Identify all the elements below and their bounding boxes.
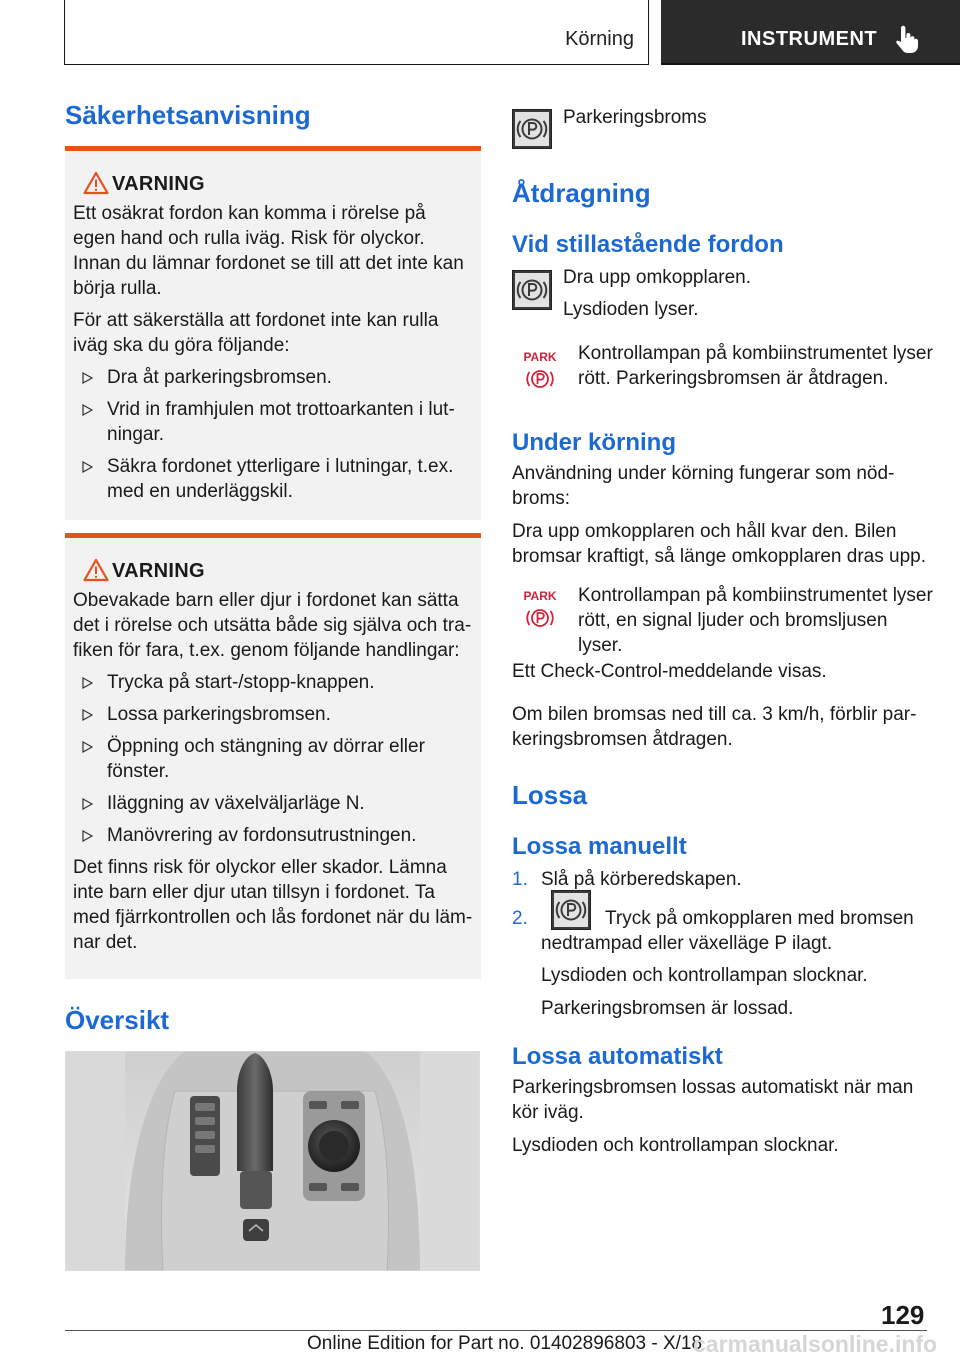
list-item xyxy=(73,670,473,695)
list-item xyxy=(512,906,932,956)
warning-triangle-icon xyxy=(83,558,109,582)
list-item-text: Vrid in framhjulen mot trottoarkanten i lutningar. xyxy=(107,399,455,445)
list-item xyxy=(73,397,473,447)
driving-title: Under körning xyxy=(512,429,677,456)
list-item-text: Säkra fordonet ytterligare i lutningar, t.ex. med en underläggskil. xyxy=(107,456,454,502)
list-item-text: Lossa parkeringsbromsen. xyxy=(107,704,331,725)
list-item xyxy=(73,791,473,816)
parking-brake-switch-icon xyxy=(551,890,591,930)
body-text: Lysdioden och kontrollampan slocknar. xyxy=(541,965,868,986)
manual-release-title: Lossa manuellt xyxy=(512,833,687,860)
body-text: Ett Check-Control-meddelande visas. xyxy=(512,661,827,682)
apply-title: Åtdragning xyxy=(512,178,651,208)
warning-text: Ett osäkrat fordon kan komma i rörelse på egen hand och rulla iväg. Risk för olyckor. Innan du lämnar fordonet se till att det inte kan börja rulla. xyxy=(73,203,464,299)
instruction-text: Dra upp omkopplaren. xyxy=(563,267,751,288)
step-text: Tryck på omkopplaren med bromsen nedtrampad eller växelläge P ilagt. xyxy=(541,908,914,954)
auto-release-title: Lossa automatiskt xyxy=(512,1043,723,1070)
warning-label: VARNING xyxy=(112,560,205,582)
header-chapter-label: INSTRUMENT xyxy=(741,28,878,50)
bullet-triangle-icon xyxy=(82,798,93,810)
body-text: Parkeringsbromsen är lossad. xyxy=(541,998,794,1019)
header-section-label: Körning xyxy=(565,28,634,50)
svg-text:PARK: PARK xyxy=(523,589,557,603)
list-item xyxy=(73,734,473,784)
bullet-triangle-icon xyxy=(82,677,93,689)
parking-brake-switch-icon xyxy=(512,270,552,310)
warning-triangle-icon xyxy=(83,171,109,195)
bullet-triangle-icon xyxy=(82,709,93,721)
list-item-text: Dra åt parkeringsbromsen. xyxy=(107,367,332,388)
bullet-triangle-icon xyxy=(82,461,93,473)
bullet-triangle-icon xyxy=(82,830,93,842)
list-item xyxy=(512,867,932,892)
bullet-triangle-icon xyxy=(82,741,93,753)
bullet-triangle-icon xyxy=(82,372,93,384)
body-text: Om bilen bromsas ned till ca. 3 km/h, förblir parkeringsbromsen åtdragen. xyxy=(512,704,917,750)
hand-pointer-icon xyxy=(891,24,921,54)
list-item xyxy=(73,454,473,504)
right-column xyxy=(512,100,932,1158)
left-column xyxy=(65,100,481,1036)
page-number: 129 xyxy=(881,1300,925,1330)
svg-text:PARK: PARK xyxy=(523,350,557,364)
list-item-text: Manövrering av fordonsutrustningen. xyxy=(107,825,417,846)
footer-edition: Online Edition for Part no. 01402896803 - X/18 xyxy=(307,1333,703,1354)
park-warning-light-icon xyxy=(520,588,560,634)
list-item xyxy=(73,702,473,727)
instruction-text: Lysdioden lyser. xyxy=(563,299,699,320)
center-console-photo xyxy=(65,1051,480,1271)
list-item-text: Öppning och stängning av dörrar eller fönster. xyxy=(107,736,425,782)
overview-title: Översikt xyxy=(65,1005,170,1035)
warning-text: För att säkerställa att fordonet inte kan rulla iväg ska du göra följande: xyxy=(73,310,439,356)
step-text: Slå på körberedskapen. xyxy=(541,869,742,890)
warning-box-1 xyxy=(65,146,481,520)
warning-label: VARNING xyxy=(112,173,205,195)
warning-box-2 xyxy=(65,533,481,979)
instruction-text: Kontrollampan på kombiinstrumentet lyser rött, en signal ljuder och bromsljusen lyser. xyxy=(578,585,933,656)
release-title: Lossa xyxy=(512,780,588,810)
list-item xyxy=(73,365,473,390)
body-text: Lysdioden och kontrollampan slocknar. xyxy=(512,1135,839,1156)
list-item xyxy=(73,823,473,848)
watermark: carmanualsonline.info xyxy=(693,1331,938,1357)
parking-brake-switch-icon xyxy=(512,109,552,149)
step-number: 1. xyxy=(512,869,528,890)
standstill-title: Vid stillastående fordon xyxy=(512,231,784,258)
list-item-text: Iläggning av växelväljarläge N. xyxy=(107,793,365,814)
body-text: Parkeringsbromsen lossas automatiskt när man kör iväg. xyxy=(512,1077,914,1123)
warning-text: Det finns risk för olyckor eller skador. Lämna inte barn eller djur utan tillsyn i fordonet. Ta med fjärrkontrollen och lås fordonet när du lämnar det. xyxy=(73,857,473,953)
icon-caption: Parkeringsbroms xyxy=(563,107,707,128)
body-text: Användning under körning fungerar som nödbroms: xyxy=(512,463,895,509)
safety-title: Säkerhetsanvisning xyxy=(65,100,311,130)
list-item-text: Trycka på start-/stopp-knappen. xyxy=(107,672,375,693)
body-text: Dra upp omkopplaren och håll kvar den. Bilen bromsar kraftigt, så länge omkopplaren dras upp. xyxy=(512,521,926,567)
warning-text: Obevakade barn eller djur i fordonet kan sätta det i rörelse och utsätta både sig själva och trafiken för fara, t.ex. genom följande handlingar: xyxy=(73,590,472,661)
instruction-text: Kontrollampan på kombiinstrumentet lyser rött. Parkeringsbromsen är åtdragen. xyxy=(578,343,933,389)
header-section-tab xyxy=(64,0,649,65)
bullet-triangle-icon xyxy=(82,404,93,416)
park-warning-light-icon xyxy=(520,349,560,395)
step-number: 2. xyxy=(512,908,528,929)
